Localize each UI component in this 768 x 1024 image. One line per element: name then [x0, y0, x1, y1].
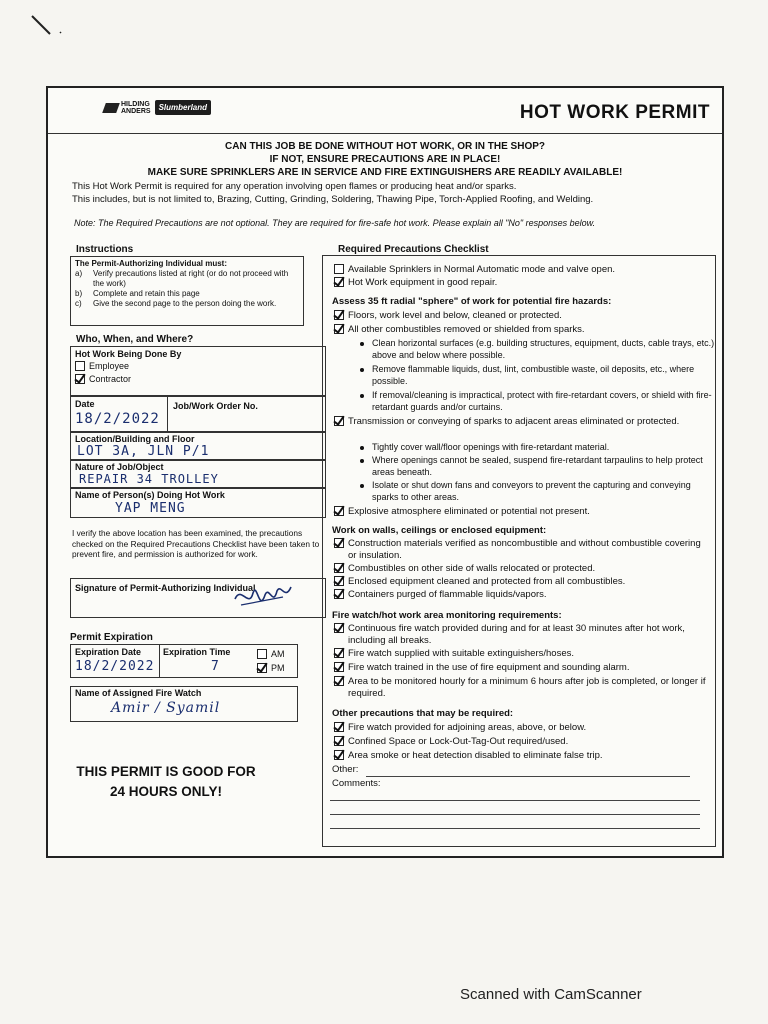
nature-box [70, 460, 326, 488]
transmission-bullet [360, 455, 716, 478]
slumberland-logo: Slumberland [155, 100, 211, 115]
am-checkbox[interactable] [257, 649, 267, 659]
intro-line-2: This includes, but is not limited to, Brazing, Cutting, Grinding, Soldering, Thawing Pipe, Torch-Applied Roofing, and Welding. [72, 194, 594, 205]
good-for-line-2: 24 HOURS ONLY! [109, 784, 223, 799]
fire-watch-label: Name of Assigned Fire Watch [75, 688, 202, 698]
check-text: Containers purged of flammable liquids/vapors. [348, 589, 547, 600]
persons-label: Name of Person(s) Doing Hot Work [75, 490, 225, 500]
checkbox[interactable] [334, 576, 344, 586]
checkbox[interactable] [334, 324, 344, 334]
check-extinguishers[interactable] [334, 648, 710, 660]
checkbox[interactable] [334, 722, 344, 732]
instruction-text: Complete and retain this page [93, 289, 200, 298]
contractor-checkbox[interactable] [75, 374, 85, 384]
instruction-key: b) [75, 289, 83, 298]
comments-line[interactable] [330, 800, 700, 801]
checkbox[interactable] [334, 310, 344, 320]
instruction-item [75, 269, 299, 289]
location-label: Location/Building and Floor [75, 434, 195, 444]
instructions-heading: Instructions [76, 244, 134, 255]
good-for-notice [48, 762, 284, 802]
assess-bullet [360, 364, 716, 387]
check-text: Construction materials verified as noncombustible and without combustible covering or insulation. [348, 538, 701, 561]
check-adjoining[interactable] [334, 722, 710, 734]
checkbox[interactable] [334, 506, 344, 516]
other-label: Other: [332, 764, 359, 775]
check-text: Fire watch trained in the use of fire equipment and sounding alarm. [348, 662, 630, 673]
bullet-text: If removal/cleaning is impractical, protect with fire-retardant covers, or shield with fire-retardant guards and/or curtains. [372, 390, 712, 412]
date-label: Date [75, 399, 95, 409]
assess-bullet [360, 390, 716, 413]
intro-line-1: This Hot Work Permit is required for any operation involving open flames or producing heat and/or sparks. [72, 181, 517, 192]
fire-watch-box [70, 686, 298, 722]
signature-label: Signature of Permit-Authorizing Individual [75, 583, 256, 593]
other-input-line[interactable] [366, 776, 690, 777]
check-text: Enclosed equipment cleaned and protected from all combustibles. [348, 576, 626, 587]
pm-option[interactable] [257, 663, 285, 673]
check-floors[interactable] [334, 310, 710, 322]
employee-label: Employee [89, 361, 130, 371]
expiration-time-label: Expiration Time [163, 647, 231, 657]
instruction-text: Verify precautions listed at right (or do not proceed with the work) [93, 269, 289, 288]
checklist-heading: Required Precautions Checklist [338, 244, 489, 255]
signature-drawing[interactable] [231, 579, 295, 617]
scan-pen-mark [30, 12, 70, 42]
contractor-label: Contractor [89, 374, 132, 384]
bullet-icon [360, 484, 364, 488]
good-for-line-1: THIS PERMIT IS GOOD FOR [76, 764, 256, 779]
persons-value[interactable]: YAP MENG [115, 501, 186, 516]
location-box [70, 432, 326, 460]
contractor-option[interactable] [75, 374, 131, 384]
check-construction[interactable] [334, 538, 710, 562]
check-enclosed[interactable] [334, 576, 710, 588]
bullet-icon [360, 446, 364, 450]
bullet-icon [360, 394, 364, 398]
expiration-box [70, 644, 298, 678]
check-containers[interactable] [334, 589, 710, 601]
check-combustibles[interactable] [334, 324, 710, 336]
other-heading: Other precautions that may be required: [332, 708, 514, 719]
being-done-by-box [70, 346, 326, 396]
work-order-label: Job/Work Order No. [173, 401, 258, 411]
bullet-text: Isolate or shut down fans and conveyors to prevent the capturing and conveying sparks to other areas. [372, 480, 691, 502]
bullet-text: Remove flammable liquids, dust, lint, combustible waste, oil deposits, etc., where possible. [372, 364, 695, 386]
fire-watch-value[interactable]: Amir / Syamil [111, 700, 221, 716]
persons-box [70, 488, 326, 518]
note-text: Note: The Required Precautions are not optional. They are required for fire-safe hot work. Please explain all "No" responses below. [74, 218, 596, 228]
who-heading: Who, When, and Where? [76, 334, 194, 345]
check-text: Available Sprinklers in Normal Automatic mode and valve open. [348, 264, 616, 275]
bullet-text: Clean horizontal surfaces (e.g. building structures, equipment, ducts, cable trays, etc.) above and below where possible. [372, 338, 715, 360]
bullet-icon [360, 342, 364, 346]
pm-label: PM [271, 663, 285, 673]
checkbox[interactable] [334, 648, 344, 658]
checkbox[interactable] [334, 623, 344, 633]
check-text: Continuous fire watch provided during and for at least 30 minutes after hot work, including all breaks. [348, 623, 685, 646]
checkbox[interactable] [334, 676, 344, 686]
bullet-text: Tightly cover wall/floor openings with fire-retardant material. [372, 442, 610, 452]
hilding-mark-icon [102, 103, 120, 113]
logo-anders-word: ANDERS [121, 107, 151, 115]
checkbox[interactable] [334, 264, 344, 274]
expiration-time-value[interactable]: 7 [211, 659, 220, 674]
checkbox[interactable] [334, 416, 344, 426]
check-smoke[interactable] [334, 750, 710, 762]
check-text: Area smoke or heat detection disabled to eliminate false trip. [348, 750, 603, 761]
nature-value[interactable]: REPAIR 34 TROLLEY [79, 472, 219, 486]
company-logos [104, 100, 211, 115]
logo-hilding-word: HILDING [121, 100, 150, 108]
employee-option[interactable] [75, 361, 129, 371]
expiration-divider [159, 645, 160, 677]
comments-line[interactable] [330, 814, 700, 815]
instruction-text: Give the second page to the person doing the work. [93, 299, 277, 308]
am-label: AM [271, 649, 285, 659]
pm-checkbox[interactable] [257, 663, 267, 673]
checkbox[interactable] [334, 563, 344, 573]
watch-heading: Fire watch/hot work area monitoring requirements: [332, 610, 562, 621]
verify-statement: I verify the above location has been examined, the precautions checked on the Required Precautions Checklist have been taken to prevent fire, and permission is authorized for work. [72, 528, 320, 559]
transmission-bullet [360, 480, 716, 503]
walls-heading: Work on walls, ceilings or enclosed equipment: [332, 525, 547, 536]
checkbox[interactable] [334, 538, 344, 548]
check-text: Fire watch supplied with suitable extinguishers/hoses. [348, 648, 575, 659]
check-monitored[interactable] [334, 676, 710, 700]
comments-label: Comments: [332, 778, 381, 789]
check-confined[interactable] [334, 736, 710, 748]
page-title: HOT WORK PERMIT [519, 102, 710, 123]
instruction-key: c) [75, 299, 82, 308]
checkbox[interactable] [334, 277, 344, 287]
bullet-icon [360, 368, 364, 372]
transmission-bullet [360, 442, 716, 454]
assess-heading: Assess 35 ft radial "sphere" of work for potential fire hazards: [332, 296, 612, 307]
comments-line[interactable] [330, 828, 700, 829]
instruction-item [75, 289, 299, 299]
date-divider [167, 397, 168, 431]
headline-3: MAKE SURE SPRINKLERS ARE IN SERVICE AND FIRE EXTINGUISHERS ARE READILY AVAILABLE! [147, 167, 623, 178]
check-text: Hot Work equipment in good repair. [348, 277, 498, 288]
check-text: Confined Space or Lock-Out-Tag-Out required/used. [348, 736, 569, 747]
instructions-lead: The Permit-Authorizing Individual must: [75, 259, 227, 268]
hilding-anders-logo [104, 101, 151, 115]
bullet-text: Where openings cannot be sealed, suspend fire-retardant tarpaulins to help protect areas beneath. [372, 455, 703, 477]
check-trained[interactable] [334, 662, 710, 674]
checkbox[interactable] [334, 662, 344, 672]
am-option[interactable] [257, 649, 285, 659]
bullet-icon [360, 459, 364, 463]
expiration-heading: Permit Expiration [70, 632, 153, 643]
check-text: Area to be monitored hourly for a minimum 6 hours after job is completed, or longer if required. [348, 676, 706, 699]
check-continuous-watch[interactable] [334, 623, 710, 647]
check-other-side[interactable] [334, 563, 710, 575]
headline-1: CAN THIS JOB BE DONE WITHOUT HOT WORK, OR IN THE SHOP? [225, 141, 545, 152]
employee-checkbox[interactable] [75, 361, 85, 371]
check-sprinklers[interactable] [334, 264, 710, 276]
checkbox[interactable] [334, 750, 344, 760]
check-text: Floors, work level and below, cleaned or protected. [348, 310, 562, 321]
check-text: Fire watch provided for adjoining areas, above, or below. [348, 722, 587, 733]
checkbox[interactable] [334, 736, 344, 746]
expiration-date-label: Expiration Date [75, 647, 142, 657]
location-value[interactable]: LOT 3A, JLN P/1 [77, 444, 210, 459]
check-text: Explosive atmosphere eliminated or potential not present. [348, 506, 590, 517]
check-transmission[interactable] [334, 416, 710, 428]
camscanner-footer: Scanned with CamScanner [460, 986, 642, 1003]
expiration-date-value[interactable]: 18/2/2022 [75, 659, 155, 674]
permit-form [46, 86, 724, 858]
headline-2: IF NOT, ENSURE PRECAUTIONS ARE IN PLACE! [269, 154, 501, 165]
headline-block [48, 140, 722, 179]
instructions-box [70, 256, 304, 326]
check-explosive[interactable] [334, 506, 710, 518]
instruction-item [75, 299, 299, 309]
signature-box [70, 578, 326, 618]
check-text: Combustibles on other side of walls relocated or protected. [348, 563, 596, 574]
intro-text [72, 180, 712, 206]
date-order-box [70, 396, 326, 432]
nature-label: Nature of Job/Object [75, 462, 164, 472]
date-value[interactable]: 18/2/2022 [75, 411, 160, 427]
instruction-key: a) [75, 269, 83, 278]
check-text: Transmission or conveying of sparks to adjacent areas eliminated or protected. [348, 416, 680, 427]
being-done-by-label: Hot Work Being Done By [75, 349, 182, 359]
form-header [48, 88, 722, 134]
checkbox[interactable] [334, 589, 344, 599]
check-equipment[interactable] [334, 277, 710, 289]
assess-bullet [360, 338, 716, 361]
check-text: All other combustibles removed or shielded from sparks. [348, 324, 585, 335]
